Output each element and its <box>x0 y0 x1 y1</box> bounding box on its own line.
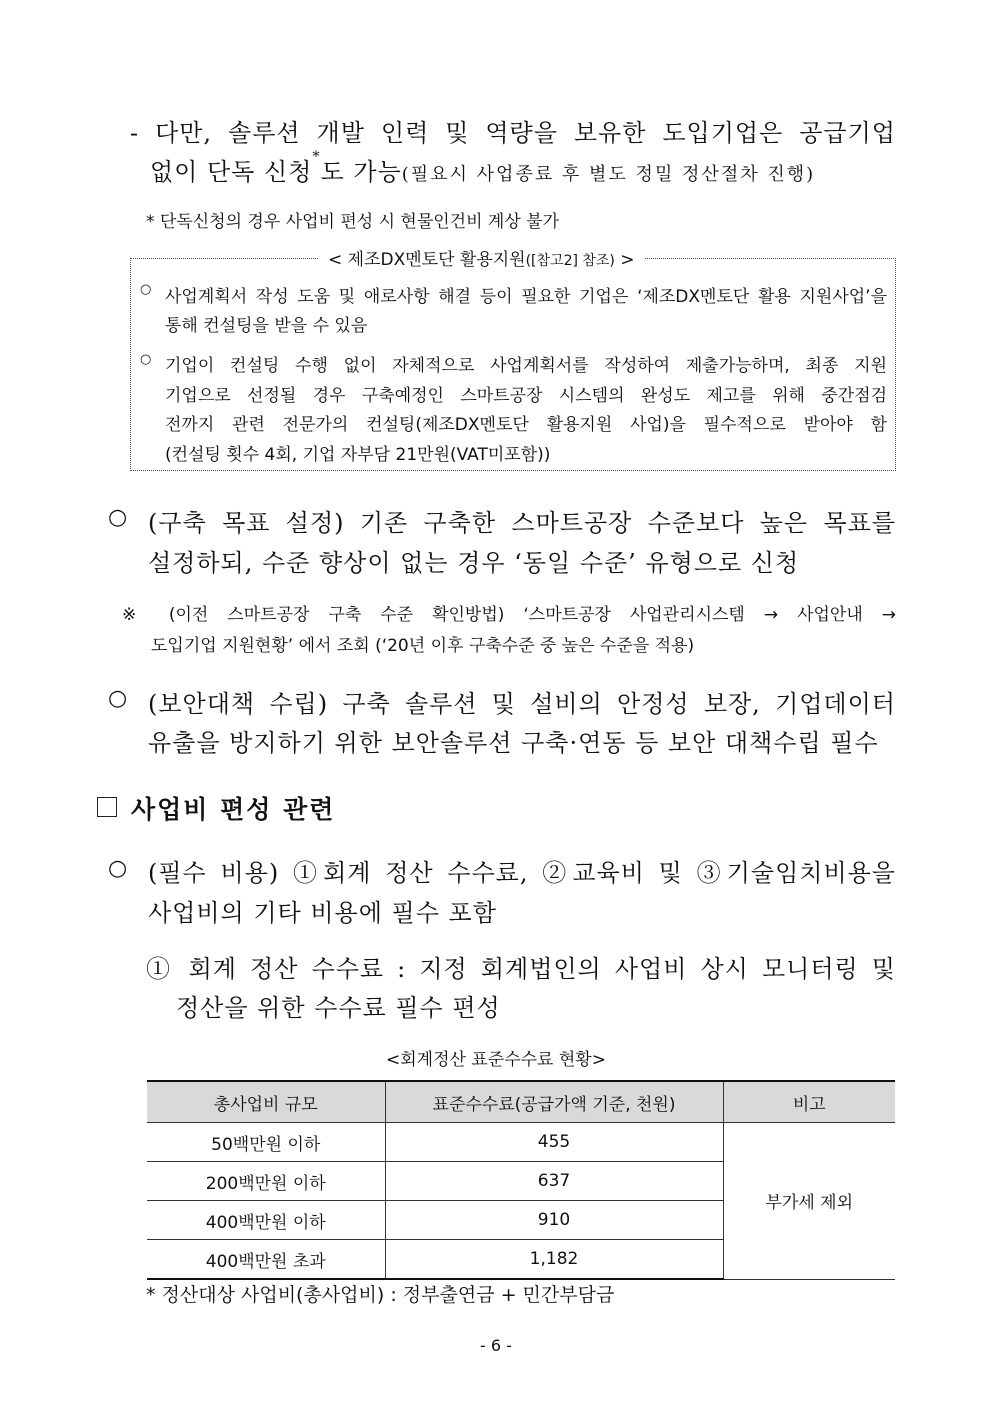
paragraph-security-line1: (보안대책 수립) 구축 솔루션 및 설비의 안정성 보장, 기업데이터 <box>148 690 896 718</box>
paragraph-single-application-line2 <box>150 149 896 187</box>
table-header-cell: 비고 <box>723 1081 895 1123</box>
paragraph-required-cost-line2: 사업비의 기타 비용에 필수 포함 <box>148 899 497 927</box>
table-cell: 400백만원 이하 <box>147 1201 385 1240</box>
mentor-box-title-end: > <box>614 250 635 270</box>
mentor-item2-line1: 기업이 컨설팅 수행 없이 자체적으로 사업계획서를 작성하여 제출가능하며, 최종 지원 <box>165 356 887 376</box>
paragraph-text: 도 가능 <box>320 158 402 186</box>
note-level-check-line1: ※ (이전 스마트공장 구축 수준 확인방법) ‘스마트공장 사업관리시스템 → 사업안내 → <box>122 605 896 625</box>
bullet-icon: ○ <box>108 505 129 530</box>
mentor-item2-line3: 전까지 관련 전문가의 컨설팅(제조DX멘토단 활용지원 사업)을 필수적으로 받아야 함 <box>165 415 887 435</box>
bullet-icon: ○ <box>108 856 129 881</box>
paragraph-accounting-fee-line1: ① 회계 정산 수수료 : 지정 회계법인의 사업비 상시 모니터링 및 <box>146 955 896 983</box>
table-cell: 50백만원 이하 <box>147 1123 385 1162</box>
bullet-icon: ○ <box>140 282 152 297</box>
section-checkbox-icon <box>97 797 117 817</box>
table-caption: <회계정산 표준수수료 현황> <box>386 1050 606 1070</box>
paragraph-parenthetical: (필요시 사업종료 후 별도 정밀 정산절차 진행) <box>401 164 816 185</box>
mentor-box-title-main: < 제조DX멘토단 활용지원 <box>328 250 526 270</box>
mentor-item1-line1: 사업계획서 작성 도움 및 애로사항 해결 등이 필요한 기업은 ‘제조DX멘토단 활용 지원사업’을 <box>165 287 887 307</box>
table-header-row <box>147 1081 895 1123</box>
table-note-cell: 부가세 제외 <box>723 1123 895 1280</box>
table-cell: 910 <box>385 1201 723 1240</box>
table-header-cell: 총사업비 규모 <box>147 1081 385 1123</box>
table-row <box>147 1123 895 1162</box>
paragraph-build-target-line1: (구축 목표 설정) 기존 구축한 스마트공장 수준보다 높은 목표를 <box>148 509 896 537</box>
paragraph-text: 솔루션 개발 인력 및 역량을 보유한 도입기업은 공급기업 <box>228 119 896 147</box>
table-cell: 455 <box>385 1123 723 1162</box>
paragraph-required-cost-line1: (필수 비용) ①회계 정산 수수료, ②교육비 및 ③기술임치비용을 <box>148 859 896 887</box>
bullet-icon: ○ <box>140 352 152 367</box>
bullet-icon: ○ <box>108 686 129 711</box>
mentor-item1-line2: 통해 컨설팅을 받을 수 있음 <box>165 316 368 336</box>
mentor-box-title <box>318 245 645 270</box>
paragraph-single-application-line1 <box>130 113 896 148</box>
table-footnote: * 정산대상 사업비(총사업비) : 정부출연금 + 민간부담금 <box>146 1284 615 1306</box>
paragraph-build-target-line2: 설정하되, 수준 향상이 없는 경우 ‘동일 수준’ 유형으로 신청 <box>148 549 800 577</box>
table-cell: 400백만원 초과 <box>147 1240 385 1280</box>
paragraph-accounting-fee-line2: 정산을 위한 수수료 필수 편성 <box>176 994 501 1022</box>
mentor-box-title-ref: ([참고2] 참조) <box>525 253 615 269</box>
paragraph-text: 없이 단독 신청 <box>150 158 313 186</box>
table-cell: 1,182 <box>385 1240 723 1280</box>
section-title: 사업비 편성 관련 <box>131 795 336 824</box>
mentor-item2-line2: 기업으로 선정될 경우 구축예정인 스마트공장 시스템의 완성도 제고를 위해 중간점검 <box>165 386 887 406</box>
page-number: - 6 - <box>480 1336 512 1355</box>
note-single-application: * 단독신청의 경우 사업비 편성 시 현물인건비 계상 불가 <box>146 212 560 232</box>
mentor-item2-line4: (컨설팅 횟수 4회, 기업 자부담 21만원(VAT미포함)) <box>165 445 551 465</box>
note-level-check-line2: 도입기업 지원현황’ 에서 조회 (‘20년 이후 구축수준 중 높은 수준을 적용) <box>151 636 695 656</box>
footnote-marker: * <box>312 149 321 165</box>
table-cell: 637 <box>385 1162 723 1201</box>
accounting-fee-table <box>147 1080 895 1280</box>
dash-prefix: - 다만, <box>130 119 213 147</box>
paragraph-security-line2: 유출을 방지하기 위한 보안솔루션 구축·연동 등 보안 대책수립 필수 <box>148 729 879 757</box>
table-cell: 200백만원 이하 <box>147 1162 385 1201</box>
table-header-cell: 표준수수료(공급가액 기준, 천원) <box>385 1081 723 1123</box>
